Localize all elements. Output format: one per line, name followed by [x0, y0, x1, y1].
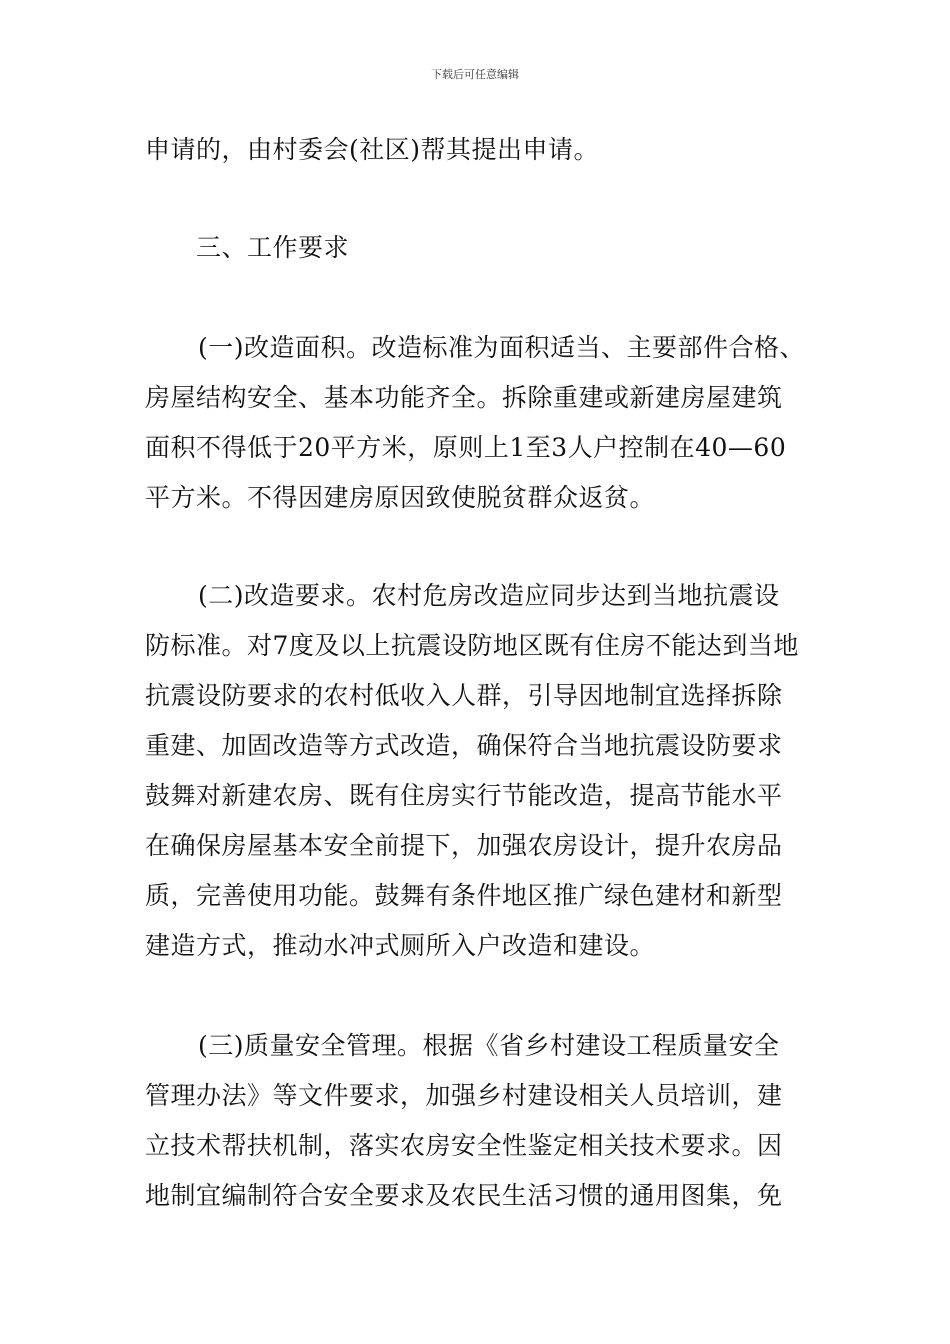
paragraph-line: 抗震设防要求的农村低收入人群，引导因地制宜选择拆除: [145, 681, 783, 710]
paragraph-line: 质，完善使用功能。鼓舞有条件地区推广绿色建材和新型: [145, 881, 783, 910]
paragraph-line: 平方米。不得因建房原因致使脱贫群众返贫。: [145, 483, 656, 512]
paragraph-line: 在确保房屋基本安全前提下，加强农房设计，提升农房品: [145, 831, 783, 860]
paragraph-line: 重建、加固改造等方式改造，确保符合当地抗震设防要求: [145, 731, 783, 760]
paragraph-line: (一)改造面积。改造标准为面积适当、主要部件合格、: [198, 333, 806, 362]
paragraph-line: 申请的，由村委会(社区)帮其提出申请。: [145, 135, 600, 164]
paragraph-line: 立技术帮扶机制，落实农房安全性鉴定相关技术要求。因: [145, 1131, 783, 1160]
paragraph-line: 面积不得低于20平方米，原则上1至3人户控制在40—60: [145, 433, 787, 462]
page-header: 下载后可任意编辑: [431, 68, 519, 81]
paragraph-line: 鼓舞对新建农房、既有住房实行节能改造，提高节能水平: [145, 781, 783, 810]
paragraph-line: 建造方式，推动水冲式厕所入户改造和建设。: [145, 931, 656, 960]
paragraph-line: (二)改造要求。农村危房改造应同步达到当地抗震设: [198, 581, 780, 610]
paragraph-line: (三)质量安全管理。根据《省乡村建设工程质量安全: [198, 1031, 780, 1060]
paragraph-line: 房屋结构安全、基本功能齐全。拆除重建或新建房屋建筑: [145, 383, 783, 412]
section-heading: 三、工作要求: [196, 233, 350, 262]
paragraph-line: 地制宜编制符合安全要求及农民生活习惯的通用图集，免: [145, 1181, 783, 1210]
paragraph-line: 管理办法》等文件要求，加强乡村建设相关人员培训，建: [145, 1081, 783, 1110]
paragraph-line: 防标准。对7度及以上抗震设防地区既有住房不能达到当地: [145, 631, 799, 660]
